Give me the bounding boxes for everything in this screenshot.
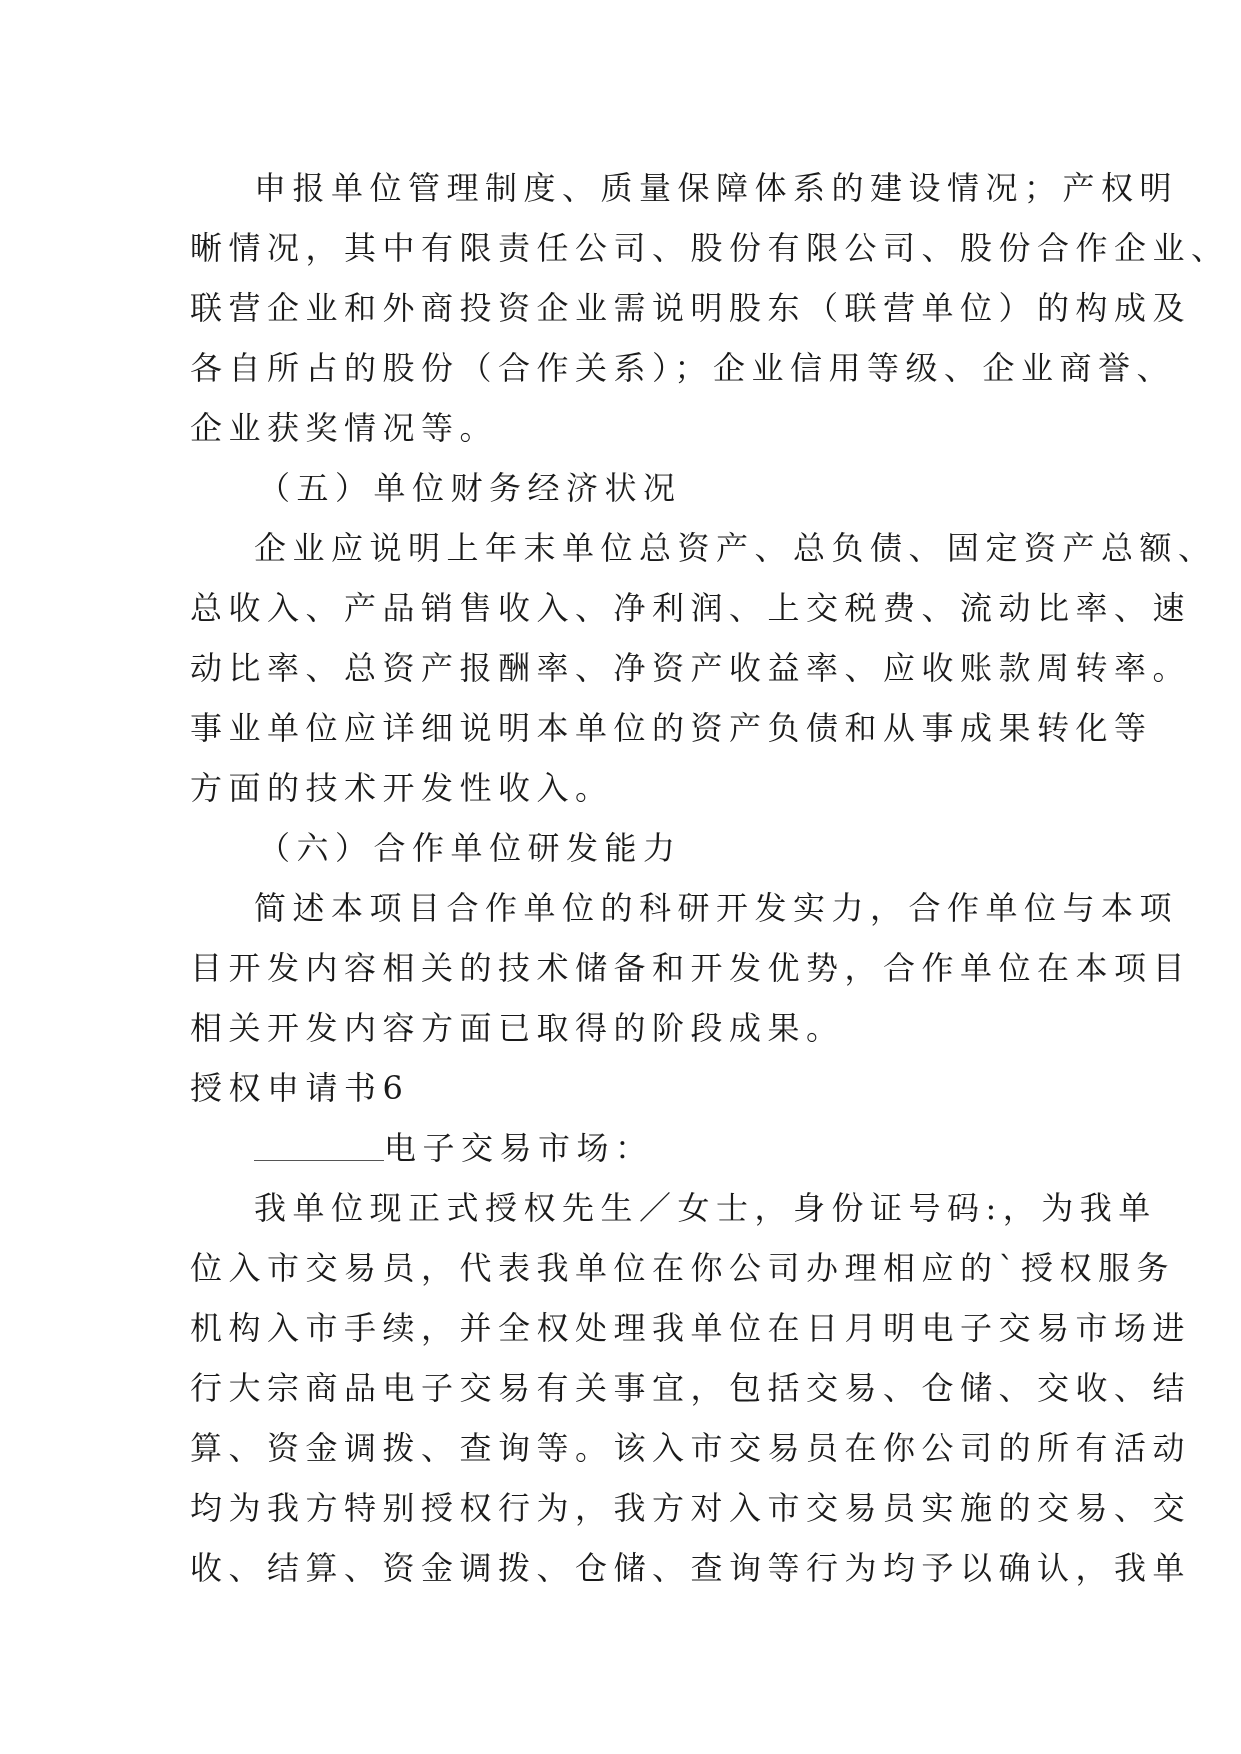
text-line: 企业获奖情况等。 <box>190 409 499 447</box>
text-line: 收、结算、资金调拨、仓储、查询等行为均予以确认，我单 <box>190 1549 1192 1587</box>
text-line: 行大宗商品电子交易有关事宜，包括交易、仓储、交收、结 <box>190 1369 1192 1407</box>
salutation-line <box>190 1118 1052 1178</box>
text-line: 事业单位应详细说明本单位的资产负债和从事成果转化等 <box>190 709 1153 747</box>
section-heading-finance: （五）单位财务经济状况 <box>258 469 682 507</box>
paragraph-management <box>190 158 1230 458</box>
text-line: 我单位现正式授权先生／女士，身份证号码:，为我单 <box>254 1189 1157 1227</box>
paragraph-finance <box>190 518 1217 818</box>
salutation-text: 电子交易市场： <box>384 1129 654 1167</box>
text-line: 动比率、总资产报酬率、净资产收益率、应收账款周转率。 <box>190 649 1192 687</box>
text-line: 总收入、产品销售收入、净利润、上交税费、流动比率、速 <box>190 589 1192 627</box>
paragraph-authorization <box>190 1178 1192 1598</box>
text-line: 机构入市手续，并全权处理我单位在日月明电子交易市场进 <box>190 1309 1192 1347</box>
document-page <box>190 158 1230 1598</box>
section-heading-partner: （六）合作单位研发能力 <box>258 829 682 867</box>
text-line: 简述本项目合作单位的科研开发实力，合作单位与本项 <box>254 889 1179 927</box>
paragraph-partner <box>190 878 1192 1058</box>
text-line: 企业应说明上年末单位总资产、总负债、固定资产总额、 <box>254 529 1217 567</box>
text-line: 方面的技术开发性收入。 <box>190 769 614 807</box>
text-line: 算、资金调拨、查询等。该入市交易员在你公司的所有活动 <box>190 1429 1192 1467</box>
text-line: 均为我方特别授权行为，我方对入市交易员实施的交易、交 <box>190 1489 1192 1527</box>
text-line: 位入市交易员，代表我单位在你公司办理相应的`授权服务 <box>190 1249 1176 1287</box>
text-line: 晰情况，其中有限责任公司、股份有限公司、股份合作企业、 <box>190 229 1230 267</box>
text-line: 各自所占的股份（合作关系）；企业信用等级、企业商誉、 <box>190 349 1176 387</box>
blank-field <box>254 1132 384 1161</box>
document-section-title: 授权申请书6 <box>190 1069 410 1107</box>
text-line: 目开发内容相关的技术储备和开发优势，合作单位在本项目 <box>190 949 1192 987</box>
text-line: 相关开发内容方面已取得的阶段成果。 <box>190 1009 845 1047</box>
text-line: 申报单位管理制度、质量保障体系的建设情况；产权明 <box>254 169 1179 207</box>
text-line: 联营企业和外商投资企业需说明股东（联营单位）的构成及 <box>190 289 1192 327</box>
